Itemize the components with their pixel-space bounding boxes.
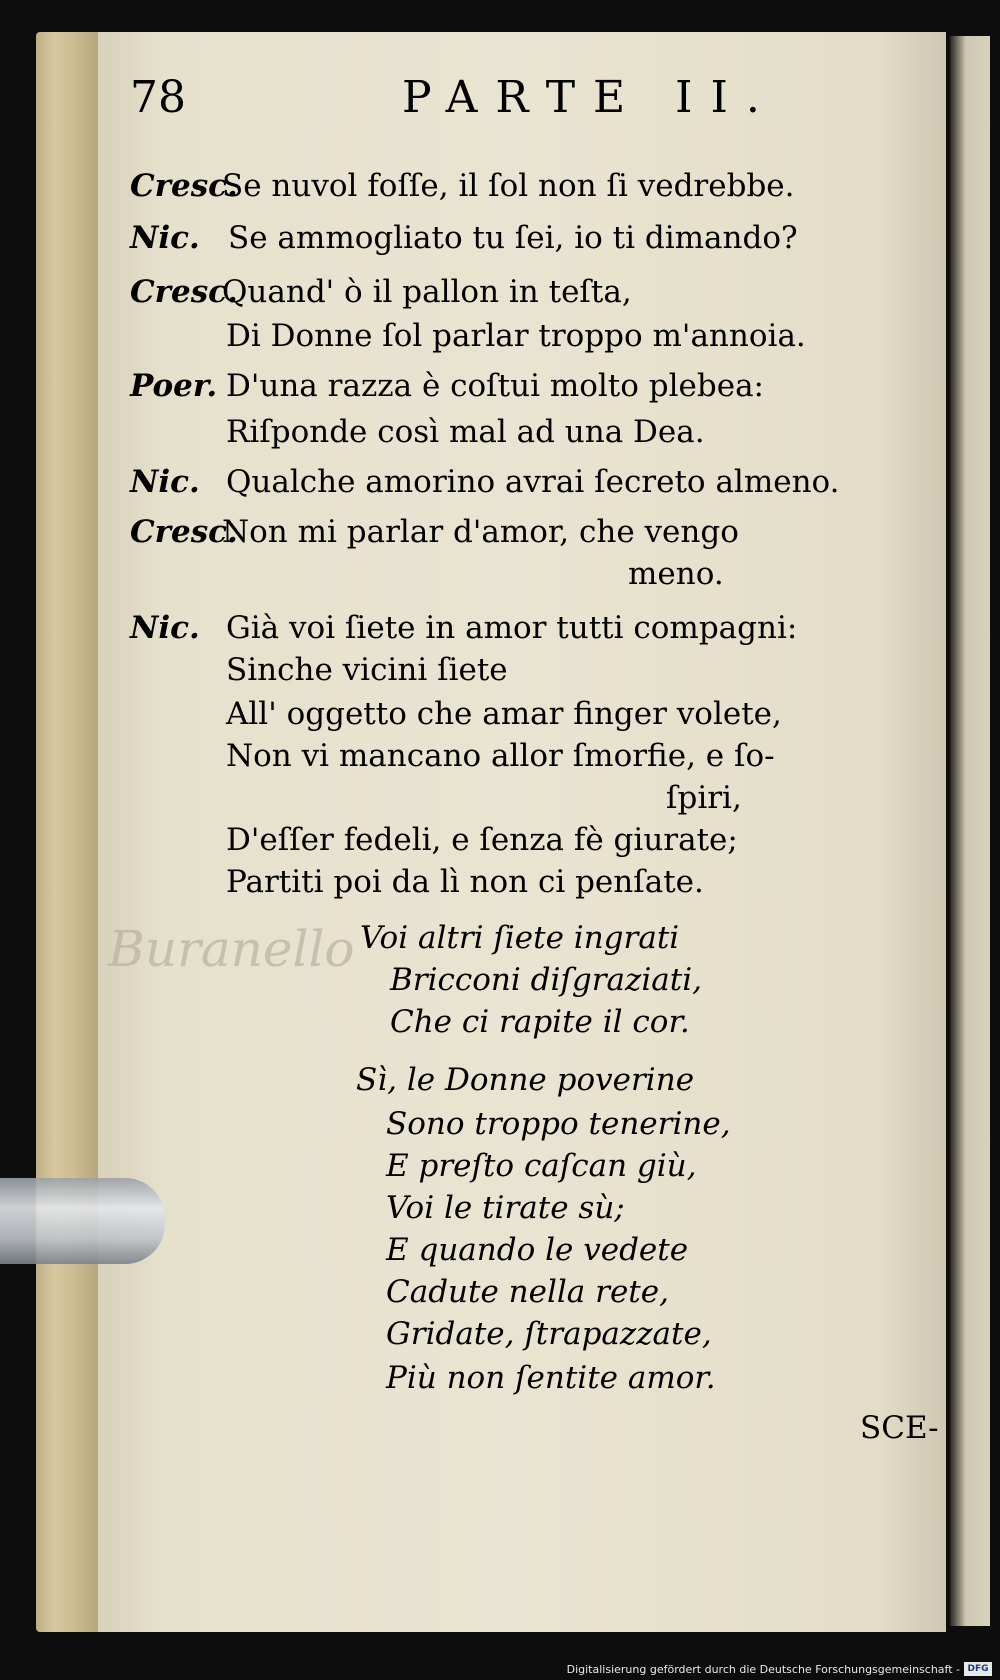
line-text: Non vi mancano allor ſmorfie, e ſo- [226, 738, 775, 774]
line-text: Partiti poi da lì non ci penſate. [226, 864, 704, 900]
line-text: ſpiri, [666, 780, 742, 816]
line-text: Già voi ſiete in amor tutti compagni: [226, 610, 798, 646]
speaker-label: Nic. [130, 610, 200, 646]
bleed-through-text: Buranello [108, 920, 355, 978]
speaker-label: Poer. [130, 368, 218, 404]
speaker-label: Cresc. [130, 514, 238, 550]
book-edge [36, 32, 98, 1632]
page-number: 78 [130, 72, 186, 123]
speaker-label: Cresc. [130, 168, 238, 204]
line-text: meno. [628, 556, 724, 592]
line-text: D'eſſer fedeli, e ſenza fè giurate; [226, 822, 738, 858]
dfg-logo: DFG [964, 1662, 992, 1676]
line-text: Non mi parlar d'amor, che vengo [222, 514, 739, 550]
page-header [130, 72, 880, 132]
line-text: Riſponde così mal ad una Dea. [226, 414, 705, 450]
line-text: Se nuvol foſſe, il ſol non ſi vedrebbe. [222, 168, 795, 204]
catchword: SCE- [860, 1410, 939, 1446]
line-text: All' oggetto che amar finger volete, [226, 696, 782, 732]
facing-page-edge [950, 36, 990, 1626]
line-text: Quand' ò il pallon in teſta, [222, 274, 632, 310]
line-text: Qualche amorino avrai ſecreto almeno. [226, 464, 840, 500]
line-text: Di Donne ſol parlar troppo m'annoia. [226, 318, 806, 354]
line-text: Sinche vicini ſiete [226, 652, 508, 688]
line-text: Se ammogliato tu ſei, io ti dimando? [228, 220, 798, 256]
running-head: PARTE II. [402, 72, 778, 123]
speaker-label: Nic. [130, 220, 200, 256]
speaker-label: Nic. [130, 464, 200, 500]
page-clip [0, 1178, 165, 1264]
footer-credit: Digitalisierung gefördert durch die Deutsche Forschungsgemeinschaft - [566, 1663, 960, 1676]
speaker-label: Cresc. [130, 274, 238, 310]
line-text: D'una razza è coſtui molto plebea: [226, 368, 765, 404]
